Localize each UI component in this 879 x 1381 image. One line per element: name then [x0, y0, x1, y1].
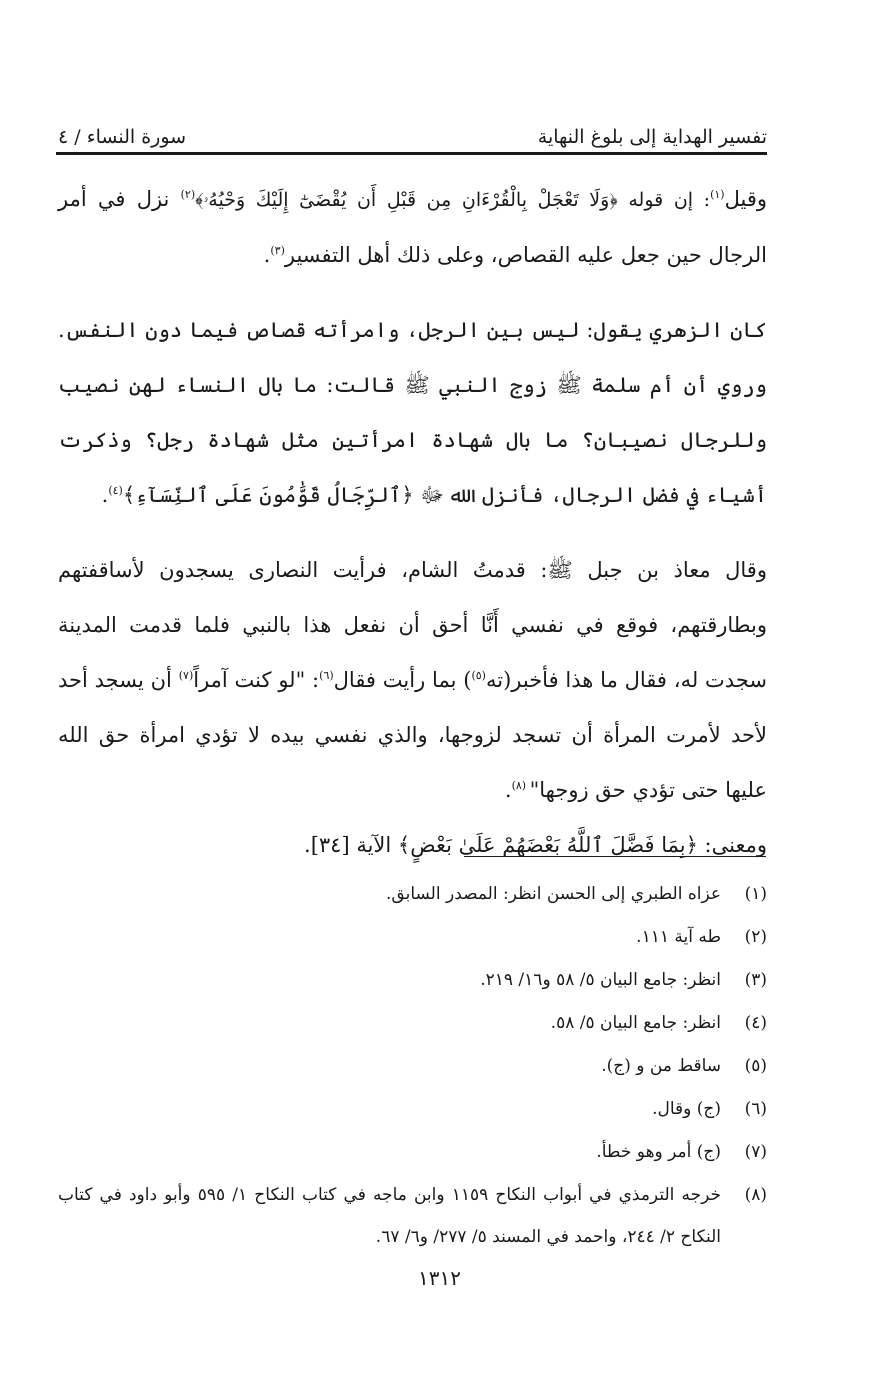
footnote-text: ساقط من و (ج).	[601, 1056, 721, 1076]
surah-label: سورة النساء / ٤	[58, 126, 187, 148]
text-run: .	[263, 243, 271, 267]
running-header	[58, 118, 767, 148]
text-run: .	[504, 778, 512, 802]
paragraph	[58, 303, 767, 523]
footnote-text: خرجه الترمذي في أبواب النكاح ١١٥٩ وابن ماجه في كتاب النكاح ١/ ٥٩٥ وأبو داود في كتاب النكاح ٢/ ٢٤٤، واحمد في المسند ٥/ ٢٧٧/ و٦/ ٦٧.	[58, 1185, 721, 1247]
paragraph	[58, 172, 767, 283]
footnote-ref: (٧)	[178, 669, 194, 682]
text-run: ) بما رأيت فقال	[333, 668, 472, 692]
footnote-item	[58, 873, 767, 916]
footnote-divider	[464, 856, 766, 857]
text-run: كان الزهري يقول: ليس بين الرجل، وامرأته قصاص فيما دون النفس. وروي أن أم سلمة ﷺ زوج النبي ﷺ قالت: ما بال النساء لهن نصيب وللرجال نصيبان؟ ما بال شهادة امرأتين مثل شهادة رجل؟ وذكرت أشياء في فضل الرجال، فأنزل الله ﷻ ﴿ٱلرِّجَالُ قَوَّٰمُونَ عَلَى ٱلنِّسَآءِ﴾	[58, 318, 767, 507]
footnote-item	[58, 959, 767, 1002]
text-run: ومعنى: ﴿بِمَا فَضَّلَ ٱللَّهُ بَعْضَهُمْ عَلَىٰ بَعْضٍ﴾ الآية [٣٤].	[304, 833, 767, 857]
footnotes	[58, 873, 767, 1258]
paragraph	[58, 818, 767, 873]
main-text	[58, 172, 767, 873]
header-divider	[56, 152, 767, 155]
footnote-item	[58, 1002, 767, 1045]
text-run: نزل في أمر الرجال حين جعل عليه القصاص، وعلى ذلك أهل التفسير	[58, 187, 767, 267]
book-title: تفسير الهداية إلى بلوغ النهاية	[537, 126, 767, 148]
footnote-ref: (٢)	[180, 188, 196, 201]
footnote-number: (٧)	[744, 1142, 767, 1162]
quran-verse: : إن قوله ﴿وَلَا تَعْجَلْ بِالْقُرْءَانِ مِن قَبْلِ أَن يُقْضَىٰٓ إِلَيْكَ وَحْيُهُۥ﴾	[195, 189, 711, 211]
footnote-number: (١)	[744, 884, 767, 904]
footnote-item	[58, 1045, 767, 1088]
footnote-ref: (٨)	[511, 779, 530, 792]
footnote-text: انظر: جامع البيان ٥/ ٥٨.	[550, 1013, 721, 1033]
paragraph	[58, 543, 767, 818]
footnote-ref: (٦)	[319, 669, 334, 682]
text-run: : "لو كنت آمراً	[193, 668, 320, 692]
footnote-number: (٤)	[744, 1013, 767, 1033]
footnote-text: عزاه الطبري إلى الحسن انظر: المصدر السابق.	[386, 884, 721, 904]
footnote-text: (ج) أمر وهو خطأ.	[596, 1142, 721, 1162]
footnote-number: (٣)	[744, 970, 767, 990]
footnote-number: (٨)	[744, 1185, 767, 1205]
text-run: وقيل	[724, 187, 767, 211]
footnote-ref: (٤)	[108, 484, 123, 497]
footnote-text: (ج) وقال.	[652, 1099, 721, 1119]
footnote-ref: (١)	[710, 188, 725, 201]
text-run: .	[101, 483, 109, 507]
footnote-text: انظر: جامع البيان ٥/ ٥٨ و١٦/ ٢١٩.	[480, 970, 721, 990]
text-run: أن يسجد أحد لأحد لأمرت المرأة أن تسجد لزوجها، والذي نفسي بيده لا تؤدي امرأة حق الله عليها حتى تؤدي حق زوجها"	[58, 668, 767, 802]
footnote-number: (٥)	[744, 1056, 767, 1076]
footnote-item	[58, 1131, 767, 1174]
footnote-item	[58, 1174, 767, 1258]
footnote-text: طه آية ١١١.	[636, 927, 721, 947]
footnote-ref: (٣)	[270, 244, 285, 257]
footnote-number: (٢)	[744, 927, 767, 947]
text-run: وقال معاذ بن جبل ﷺ: قدمتُ الشام، فرأيت النصارى يسجدون لأساقفتهم وبطارقتهم، فوقع في نفسي أَنَّا أحق أن نفعل هذا بالنبي فلما قدمت المدينة سجدت له، فقال ما هذا فأخبر(ته	[58, 558, 767, 692]
footnote-item	[58, 916, 767, 959]
page-number: ١٣١٢	[418, 1266, 461, 1290]
footnote-number: (٦)	[744, 1099, 767, 1119]
footnote-item	[58, 1088, 767, 1131]
footnote-ref: (٥)	[471, 669, 486, 682]
